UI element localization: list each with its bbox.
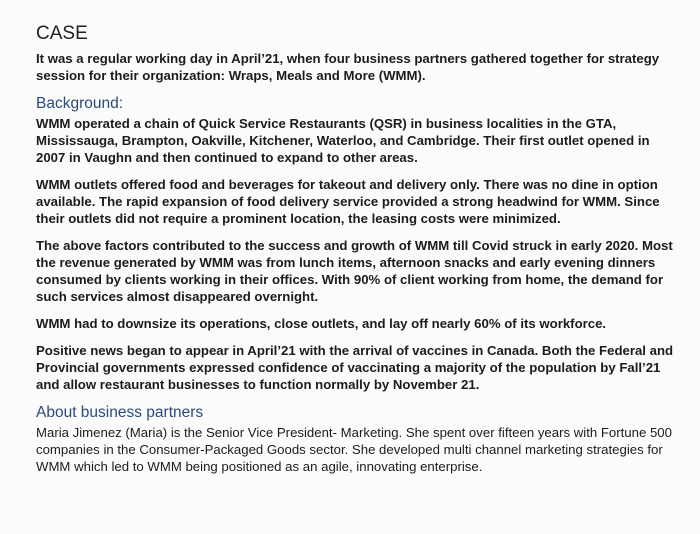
document-content <box>36 22 676 475</box>
background-paragraph-2: WMM outlets offered food and beverages for takeout and delivery only. There was no dine in option available. The rapid expansion of food delivery service provided a strong headwind for WMM. Since their outlets did not require a prominent location, the leasing costs were minimized. <box>36 177 660 226</box>
case-title: CASE <box>36 23 88 44</box>
page-bottom-edge <box>0 526 700 534</box>
partners-paragraph: Maria Jimenez (Maria) is the Senior Vice President- Marketing. She spent over fifteen years with Fortune 500 companies in the Consumer-Packaged Goods sector. She developed multi channel marketing strategies for WMM which led to WMM being positioned as an agile, innovating enterprise. <box>36 425 672 474</box>
background-paragraph-4: WMM had to downsize its operations, close outlets, and lay off nearly 60% of its workforce. <box>36 316 607 331</box>
partners-heading: About business partners <box>36 404 204 421</box>
background-heading: Background: <box>36 95 124 112</box>
background-paragraph-5: Positive news began to appear in April’21 with the arrival of vaccines in Canada. Both the Federal and Provincial governments expressed confidence of vaccinating a majority of the population by Fall’21 and allow restaurant businesses to function normally by November 21. <box>36 343 674 392</box>
intro-paragraph: It was a regular working day in April’21, when four business partners gathered together for strategy session for their organization: Wraps, Meals and More (WMM). <box>36 51 660 83</box>
background-paragraph-3: The above factors contributed to the success and growth of WMM till Covid struck in early 2020. Most the revenue generated by WMM was from lunch items, afternoon snacks and early evening dinners consumed by clients working in their offices. With 90% of client working from home, the demand for such services almost disappeared overnight. <box>36 238 673 304</box>
background-paragraph-1: WMM operated a chain of Quick Service Restaurants (QSR) in business localities in the GTA, Mississauga, Brampton, Oakville, Kitchener, Waterloo, and Cambridge. Their first outlet opened in 2007 in Vaughn and then continued to expand to other areas. <box>36 116 650 165</box>
